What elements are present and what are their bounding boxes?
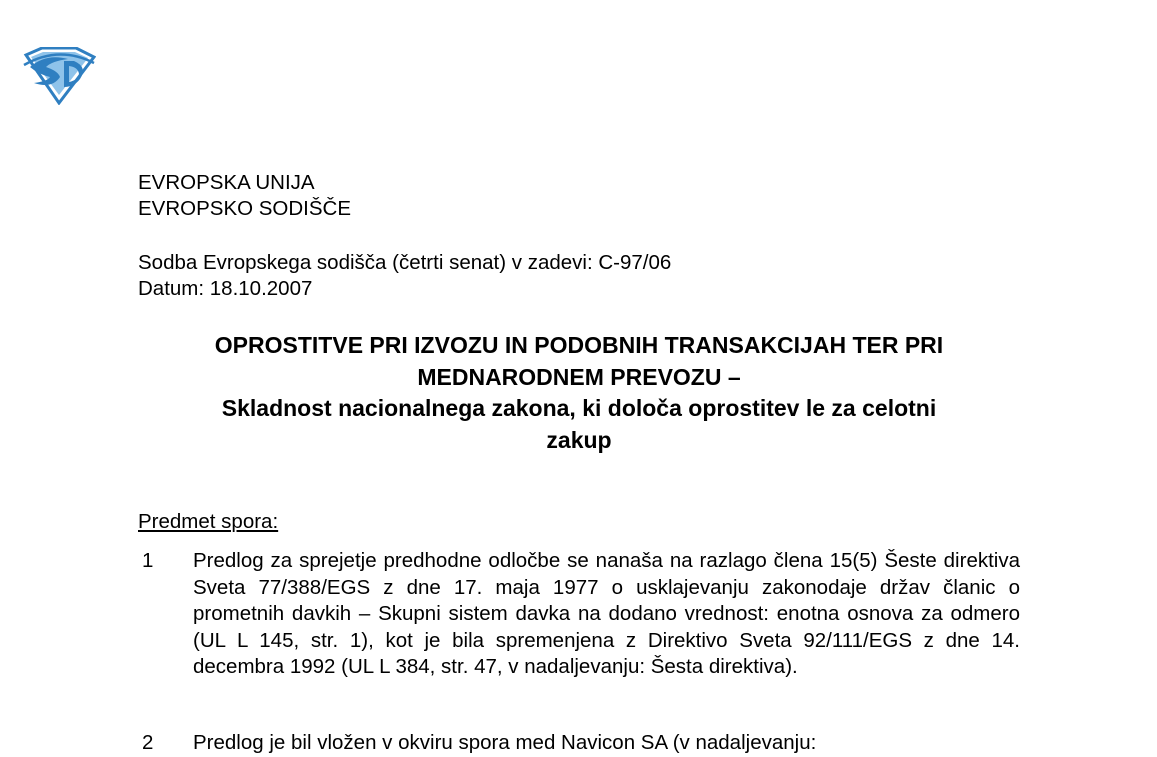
section-heading: Predmet spora: <box>138 510 279 533</box>
paragraph-text: Predlog je bil vložen v okviru spora med Navicon SA (v nadaljevanju: <box>193 731 817 754</box>
paragraph-number: 1 <box>142 549 154 572</box>
header-line-eu: EVROPSKA UNIJA <box>138 171 315 194</box>
document-title <box>138 330 1020 456</box>
title-line-1: OPROSTITVE PRI IZVOZU IN PODOBNIH TRANSAKCIJAH TER PRI <box>214 332 944 358</box>
paragraph-number: 2 <box>142 731 154 754</box>
title-line-4: zakup <box>546 426 612 453</box>
title-line-3: Skladnost nacionalnega zakona, ki določa oprostitev le za celotni <box>221 395 937 421</box>
case-reference: Sodba Evropskega sodišča (četrti senat) v zadevi: C-97/06 <box>138 251 672 274</box>
case-date: Datum: 18.10.2007 <box>138 277 313 300</box>
paragraph-item <box>138 548 1020 681</box>
sd-logo <box>22 47 96 105</box>
case-info <box>138 250 671 302</box>
paragraph-item <box>138 730 1020 757</box>
header-line-court: EVROPSKO SODIŠČE <box>138 197 352 220</box>
title-line-2: MEDNARODNEM PREVOZU – <box>417 363 741 390</box>
header-block <box>138 170 351 222</box>
paragraph-text: Predlog za sprejetje predhodne odločbe se nanaša na razlago člena 15(5) Šeste direktiva Sveta 77/388/EGS z dne 17. maja 1977 o usklajevanju zakonodaje držav članic o prometnih davkih – Skupni sistem davka na dodano vrednost: enotna osnova za odmero (UL L 145, str. 1), kot je bila spremenjena z Direktivo Sveta 92/111/EGS z dne 14. decembra 1992 (UL L 384, str. 47, v nadaljevanju: Šesta direktiva). <box>193 549 1020 679</box>
sd-shield-logo-icon <box>22 47 96 105</box>
